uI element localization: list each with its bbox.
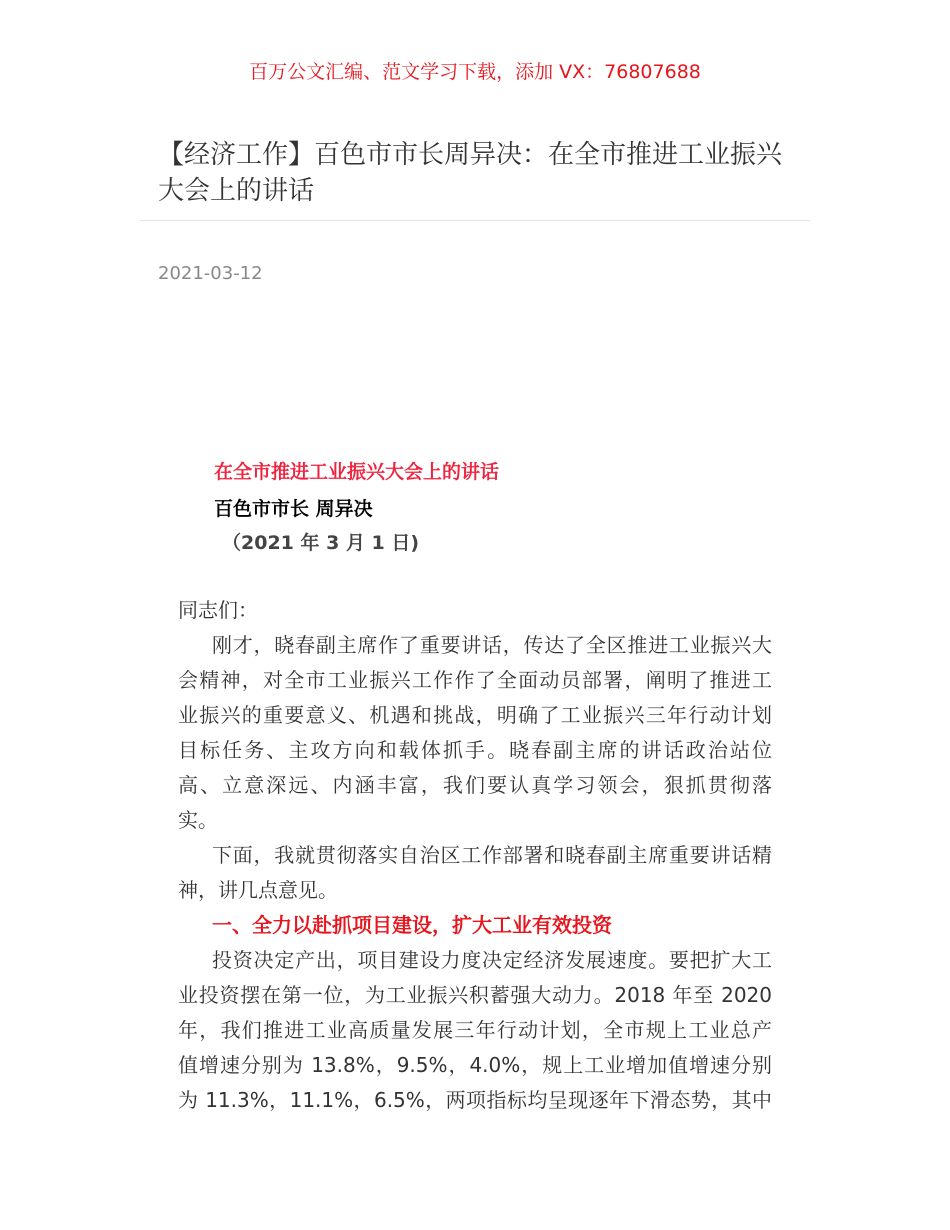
speech-title: 在全市推进工业振兴大会上的讲话 — [214, 461, 500, 483]
article-body — [178, 593, 772, 1118]
divider — [140, 220, 810, 221]
article-title: 【经济工作】百色市市长周异决：在全市推进工业振兴大会上的讲话 — [158, 140, 783, 206]
publish-date: 2021-03-12 — [158, 263, 263, 284]
body-line: 为 11.3%，11.1%，6.5%，两项指标均呈现逐年下滑态势，其中 — [178, 1088, 772, 1112]
body-line: 实。 — [178, 808, 218, 832]
body-line: 值增速分别为 13.8%，9.5%，4.0%，规上工业增加值增速分别 — [178, 1053, 772, 1077]
body-line: 目标任务、主攻方向和载体抓手。晓春副主席的讲话政治站位 — [178, 738, 772, 762]
body-line: 会精神，对全市工业振兴工作作了全面动员部署，阐明了推进工 — [178, 668, 772, 692]
watermark-banner: 百万公文汇编、范文学习下载，添加 VX：76807688 — [249, 61, 701, 83]
body-line: 下面，我就贯彻落实自治区工作部署和晓春副主席重要讲话精 — [212, 843, 772, 867]
body-line: 年，我们推进工业高质量发展三年行动计划，全市规上工业总产 — [178, 1018, 772, 1042]
speech-date: （2021 年 3 月 1 日) — [222, 532, 420, 554]
body-line: 神，讲几点意见。 — [178, 878, 338, 902]
body-line: 业投资摆在第一位，为工业振兴积蓄强大动力。2018 年至 2020 — [178, 983, 772, 1007]
body-line: 投资决定产出，项目建设力度决定经济发展速度。要把扩大工 — [212, 948, 772, 972]
salutation: 同志们： — [178, 598, 258, 622]
body-line: 刚才，晓春副主席作了重要讲话，传达了全区推进工业振兴大 — [212, 633, 772, 657]
body-line: 高、立意深远、内涵丰富，我们要认真学习领会，狠抓贯彻落 — [178, 773, 772, 797]
speaker: 百色市市长 周异决 — [214, 498, 373, 520]
body-line: 业振兴的重要意义、机遇和挑战，明确了工业振兴三年行动计划 — [178, 703, 772, 727]
section-heading: 一、全力以赴抓项目建设，扩大工业有效投资 — [212, 913, 612, 937]
